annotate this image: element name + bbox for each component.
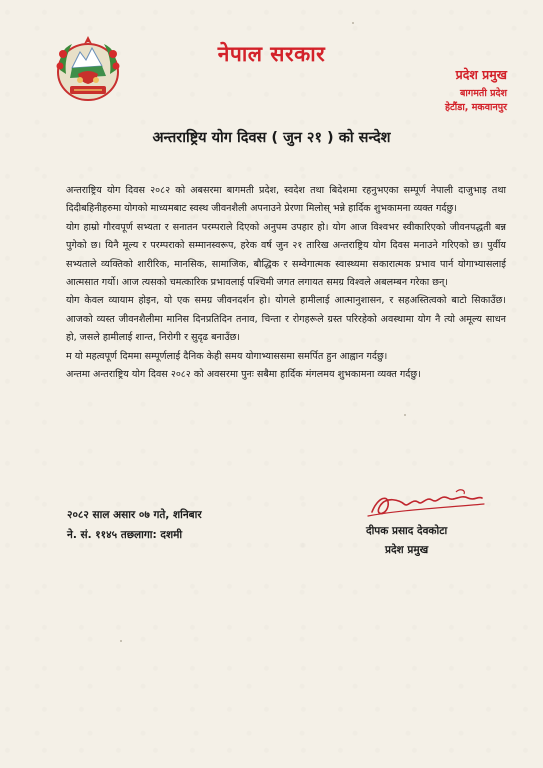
- paper-fleck: [352, 22, 354, 24]
- message-body: [66, 182, 506, 384]
- government-title: नेपाल सरकार: [217, 42, 326, 66]
- nepal-samvat-line: ने. सं. ११४५ तछलागा: दशमी: [67, 529, 183, 541]
- office-block: [445, 66, 507, 115]
- signatory-title: प्रदेश प्रमुख: [385, 544, 429, 556]
- signatory-name: दीपक प्रसाद देवकोटा: [366, 525, 448, 537]
- document-title: अन्तराष्ट्रिय योग दिवस ( जुन २१ ) को सन्देश: [152, 130, 391, 146]
- paragraph: अन्तराष्ट्रिय योग दिवस २०८२ को अबसरमा बागमती प्रदेश, स्वदेश तथा बिदेशमा रहनुभएका सम्पूर्ण नेपाली दाजुभाइ तथा दिदीबहिनीहरुमा योगको माध्यमबाट स्वस्थ जीवनशैली अपनाउने प्रेरणा मिलोस् भन्ने हार्दिक शुभकामना व्यक्त गर्दछु।: [66, 185, 506, 215]
- paragraph: योग केवल व्यायाम होइन, यो एक समग्र जीवनदर्शन हो। योगले हामीलाई आत्मानुशासन, र सहअस्तित्वको बाटो सिकाउँछ। आजको व्यस्त जीवनशैलीमा मानिस दिनप्रतिदिन तनाव, चिन्ता र रोगहरूले ग्रस्त परिरहेको अवस्थामा योग नै त्यो अमूल्य साधन हो, जसले हामीलाई शान्त, निरोगी र सुदृढ बनाउँछ।: [66, 295, 506, 344]
- paper-fleck: [120, 640, 122, 642]
- paragraph: अन्तमा अन्तराष्ट्रिय योग दिवस २०८२ को अवसरमा पुनः सबैमा हार्दिक मंगलमय शुभकामना व्यक्त गर्दछु।: [66, 369, 421, 381]
- signatory-block: [366, 522, 447, 560]
- date-block: [67, 505, 202, 545]
- office-role: प्रदेश प्रमुख: [455, 67, 507, 82]
- paragraph: योग हाम्रो गौरवपूर्ण सभ्यता र सनातन परम्पराले दिएको अनुपम उपहार हो। योग आज विश्वभर स्वीकारिएको जीवनपद्धती बन्न पुगेको छ। यिनै मूल्य र परम्पराको सम्मानस्वरूप, हरेक वर्ष जुन २१ तारिख अन्तराष्ट्रिय योग दिवस मनाउने गरिएको छ। पुर्वीय सभ्यताले व्यक्तिको शारीरिक, मानसिक, सामाजिक, बौद्धिक र सम्वेगात्मक स्वास्थ्यमा सकारात्मक प्रभाव पार्न योगाभ्यासलाई आत्मसात गर्यो। आज त्यसको चमत्कारिक प्रभावलाई पश्चिमी जगत लगायत समग्र विश्वले अबलम्बन गरेका छन्।: [66, 221, 506, 289]
- signature-icon: [360, 482, 490, 524]
- date-line: २०८२ साल असार ०७ गते, शनिबार: [67, 509, 202, 521]
- paper-fleck: [404, 414, 406, 416]
- office-province: बागमती प्रदेश: [459, 88, 507, 99]
- office-location: हेटौंडा, मकवानपुर: [444, 102, 507, 113]
- paragraph: म यो महत्वपूर्ण दिममा सम्पूर्णलाई दैनिक केही समय योगाभ्याससमा समर्पित हुन आह्वान गर्दछु।: [66, 350, 388, 362]
